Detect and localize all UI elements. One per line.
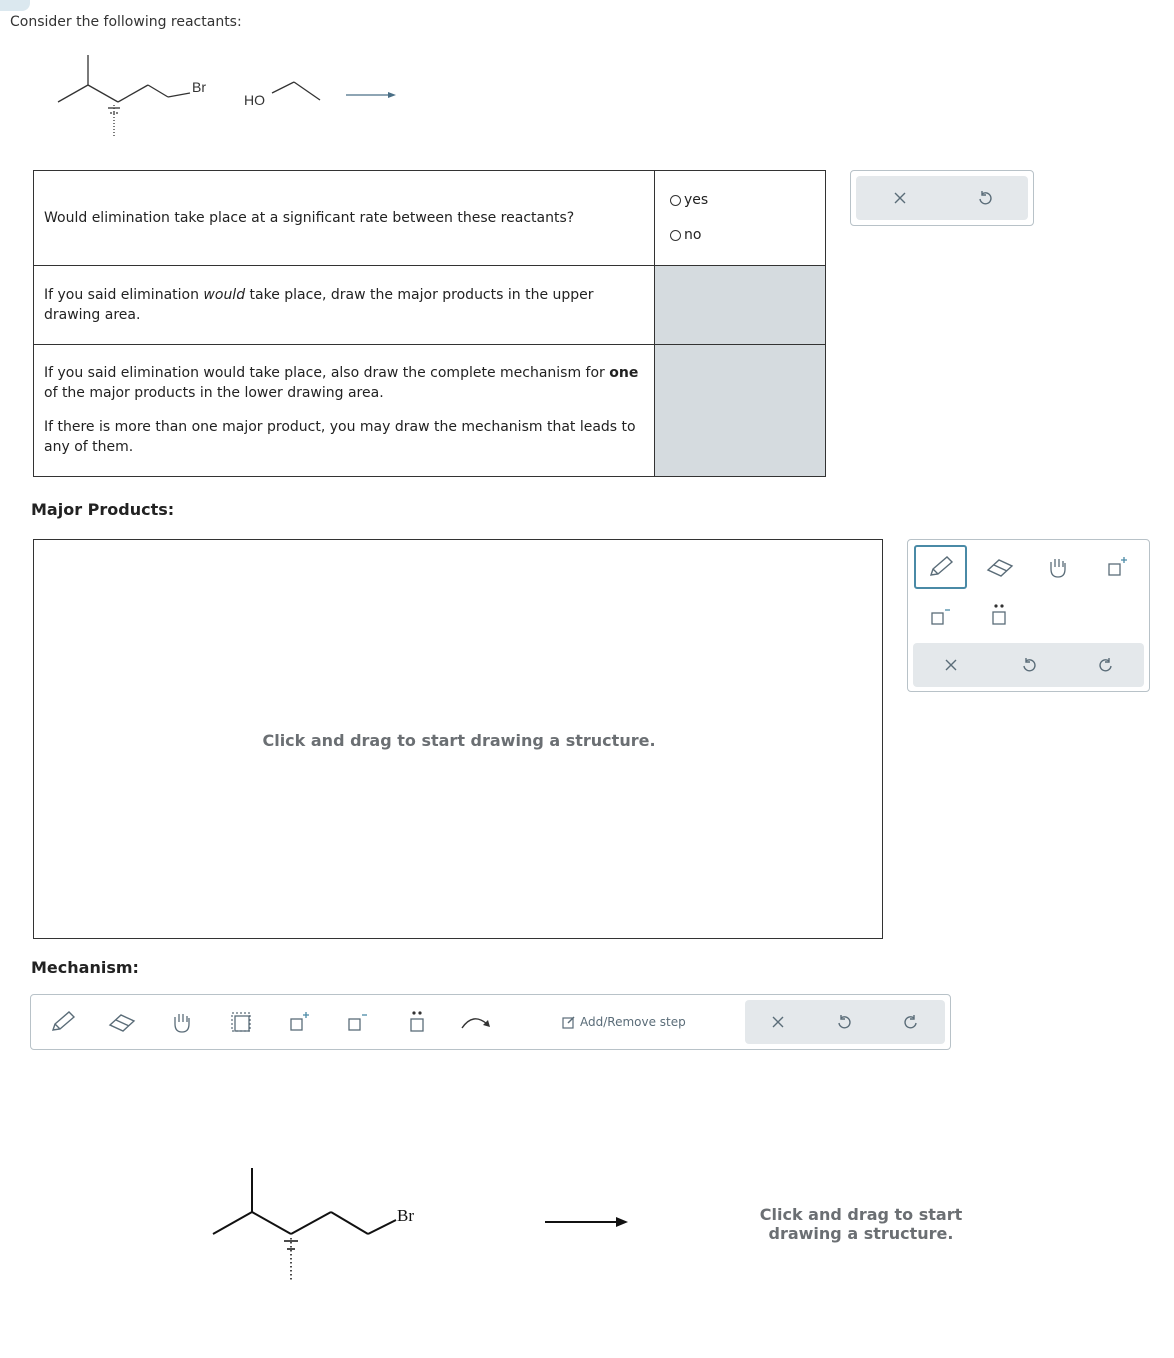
option-no-label: no: [684, 227, 702, 243]
pencil-icon[interactable]: [914, 545, 967, 589]
clear-icon[interactable]: [765, 1009, 791, 1035]
edit-icon: [562, 1015, 576, 1029]
question-row-elimination: [34, 171, 825, 266]
intro-text: Consider the following reactants:: [10, 14, 242, 30]
lone-pair-icon[interactable]: [984, 600, 1014, 630]
answer-gray-cell: [655, 345, 825, 476]
option-no[interactable]: [670, 227, 701, 243]
add-charge-icon[interactable]: [1101, 552, 1133, 582]
reaction-arrow-icon: [346, 92, 396, 98]
hand-icon[interactable]: [1042, 552, 1074, 582]
option-yes[interactable]: [670, 192, 708, 208]
curved-arrow-icon[interactable]: [458, 1007, 494, 1037]
undo-icon[interactable]: [972, 185, 998, 211]
question-row-mechanism: [34, 345, 825, 476]
radio-no[interactable]: [670, 230, 681, 241]
option-yes-label: yes: [684, 192, 709, 208]
eraser-icon[interactable]: [982, 552, 1018, 582]
lone-pair-icon[interactable]: [403, 1006, 431, 1038]
pencil-icon[interactable]: [45, 1006, 81, 1038]
hand-icon[interactable]: [166, 1007, 198, 1037]
add-remove-step-label: Add/Remove step: [580, 1015, 686, 1029]
mechanism-toolbar: [30, 994, 951, 1050]
drawing-placeholder: Click and drag to start drawing a structure.: [262, 731, 656, 750]
reactants-structure: [50, 45, 410, 145]
question-table: [33, 170, 826, 477]
redo-icon[interactable]: [1093, 652, 1119, 678]
undo-icon[interactable]: [831, 1009, 857, 1035]
question-toolbar: [850, 170, 1034, 226]
clear-icon[interactable]: [887, 185, 913, 211]
add-remove-step-button[interactable]: [562, 1012, 686, 1032]
question-mechanism-text: If you said elimination would take place, also draw the complete mechanism for one of the major products in the lower drawing area.: [44, 365, 639, 401]
remove-charge-icon[interactable]: [924, 602, 956, 630]
clear-icon[interactable]: [938, 652, 964, 678]
mechanism-reaction-arrow-icon: [542, 1212, 632, 1232]
major-products-drawing-area[interactable]: [33, 539, 883, 939]
mechanism-drawing-area[interactable]: [30, 1060, 963, 1340]
select-icon[interactable]: [226, 1007, 256, 1037]
radio-yes[interactable]: [670, 195, 681, 206]
answer-gray-cell: [655, 266, 825, 344]
drawing-toolbar: [907, 539, 1150, 692]
remove-charge-icon[interactable]: [342, 1007, 372, 1037]
mechanism-drawing-placeholder: Click and drag to start drawing a structure.: [759, 1205, 963, 1243]
mechanism-label: Mechanism:: [31, 958, 139, 977]
bromide-label: Br: [192, 79, 206, 95]
collapse-tab[interactable]: [0, 0, 30, 11]
undo-icon[interactable]: [1016, 652, 1042, 678]
mechanism-bromide-label: Br: [397, 1206, 414, 1225]
question-products-text: If you said elimination would take place, draw the major products in the upper drawing area.: [44, 287, 594, 323]
alcohol-label: HO: [244, 92, 265, 108]
add-charge-icon[interactable]: [284, 1007, 314, 1037]
mechanism-reactant-structure: [200, 1160, 460, 1290]
major-products-label: Major Products:: [31, 500, 175, 519]
redo-icon[interactable]: [898, 1009, 924, 1035]
question-mechanism-extra: If there is more than one major product, you may draw the mechanism that leads to any of them.: [44, 419, 636, 455]
question-elimination-text: Would elimination take place at a significant rate between these reactants?: [44, 210, 575, 226]
eraser-icon[interactable]: [104, 1007, 140, 1037]
question-row-products: [34, 266, 825, 345]
answer-options: [655, 171, 825, 265]
